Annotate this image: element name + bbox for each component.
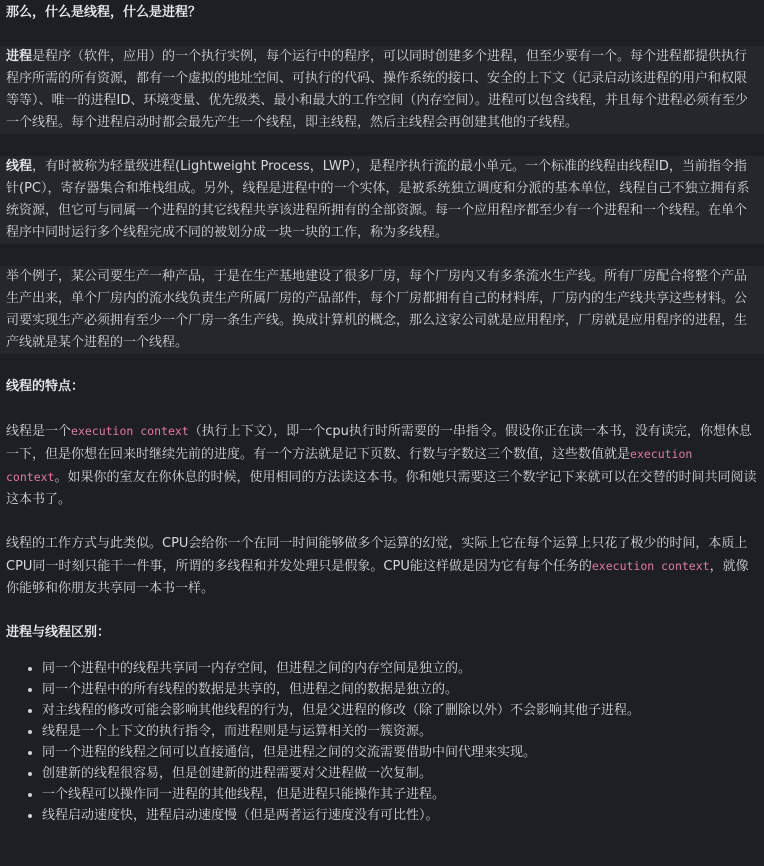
list-item: • 线程启动速度快，进程启动速度慢（但是两者运行速度没有可比性）。 <box>42 805 758 826</box>
process-paragraph-block <box>0 46 764 134</box>
cpu-text-a: 线程的工作方式与此类似。CPU会给你一个在同一时间能够做多个运算的幻觉，实际上它在每个运算上只花了极少的时间，本质上CPU同一时刻只能干一件事，所谓的多线程和并发处理只是假象。CPU能这样做是因为它有每个任务的 <box>6 536 748 574</box>
thread-text: ，有时被称为轻量级进程(Lightweight Process，LWP），是程序执行流的最小单元。一个标准的线程由线程ID，当前指令指针(PC），寄存器集合和堆栈组成。另外，线程是进程中的一个实体，是被系统独立调度和分派的基本单位，线程自己不独立拥有系统资源，但它可与同属一个进程的其它线程共享该进程所拥有的全部资源。每一个应用程序都至少有一个进程和一个线程。在单个程序中同时运行多个线程完成不同的被划分成一块一块的工作，称为多线程。 <box>6 159 750 240</box>
list-item: • 创建新的线程很容易，但是创建新的进程需要对父进程做一次复制。 <box>42 763 758 784</box>
process-text: 是程序（软件，应用）的一个执行实例，每个运行中的程序，可以同时创建多个进程，但至少要有一个。每个进程都提供执行程序所需的所有资源，都有一个虚拟的地址空间、可执行的代码、操作系统的接口、安全的上下文（记录启动该进程的用户和权限等等）、唯一的进程ID、环境变量、优先级类、最小和最大的工作空间（内存空间）。进程可以包含线程，并且每个进程必须有至少一个线程。每个进程启动时都会最先产生一个线程，即主线程，然后主线程会再创建其他的子线程。 <box>6 49 748 130</box>
list-item: • 线程是一个上下文的执行指令，而进程则是与运算相关的一簇资源。 <box>42 721 758 742</box>
context-text-b: （执行上下文），即一个cpu执行时所需要的一串指令。假设你正在读一本书，没有读完，你想休息一下，但是你想在回来时继续先前的进度。有一个方法就是记下页数、行数与字数这三个数值，这些数值就是 <box>6 424 752 462</box>
list-item: • 同一个进程的线程之间可以直接通信，但是进程之间的交流需要借助中间代理来实现。 <box>42 742 758 763</box>
process-paragraph <box>6 46 758 134</box>
cpu-paragraph <box>6 533 758 600</box>
thread-term: 线程 <box>6 159 33 174</box>
context-text-a: 线程是一个 <box>6 424 72 439</box>
thread-paragraph-block <box>0 156 764 244</box>
context-paragraph <box>6 420 758 511</box>
process-term: 进程 <box>6 49 33 64</box>
article-title: 那么，什么是线程，什么是进程？ <box>6 5 202 20</box>
thread-paragraph <box>6 156 758 244</box>
list-item: • 同一个进程中的所有线程的数据是共享的，但进程之间的数据是独立的。 <box>42 679 758 700</box>
list-item: • 一个线程可以操作同一进程的其他线程，但是进程只能操作其子进程。 <box>42 784 758 805</box>
example-paragraph: 举个例子，某公司要生产一种产品，于是在生产基地建设了很多厂房，每个厂房内又有多条流水生产线。所有厂房配合将整个产品生产出来，单个厂房内的流水线负责生产所属厂房的产品部件，每个厂房都拥有自己的材料库，厂房内的生产线共享这些材料。公司要实现生产必须拥有至少一个厂房一条生产线。换成计算机的概念，那么这家公司就是应用程序，厂房就是应用程序的进程，生产线就是某个进程的一个线程。 <box>6 269 748 350</box>
inline-code: execution context <box>71 424 189 438</box>
inline-code: execution context <box>591 559 710 573</box>
list-item: • 对主线程的修改可能会影响其他线程的行为，但是父进程的修改（除了删除以外）不会影响其他子进程。 <box>42 700 758 721</box>
diff-list <box>6 658 758 826</box>
example-paragraph-block <box>0 266 764 354</box>
features-heading: 线程的特点： <box>6 379 85 394</box>
context-text-c: 。如果你的室友在你休息的时候，使用相同的方法读这本书。你和她只需要这三个数字记下来就可以在交替的时间共同阅读这本书了。 <box>6 470 757 507</box>
inline-code: execution context <box>6 447 693 484</box>
diff-heading: 进程与线程区别： <box>6 625 111 640</box>
list-item: • 同一个进程中的线程共享同一内存空间，但进程之间的内存空间是独立的。 <box>42 658 758 679</box>
cpu-text-b: ，就像你能够和你朋友共享同一本书一样。 <box>6 559 749 596</box>
